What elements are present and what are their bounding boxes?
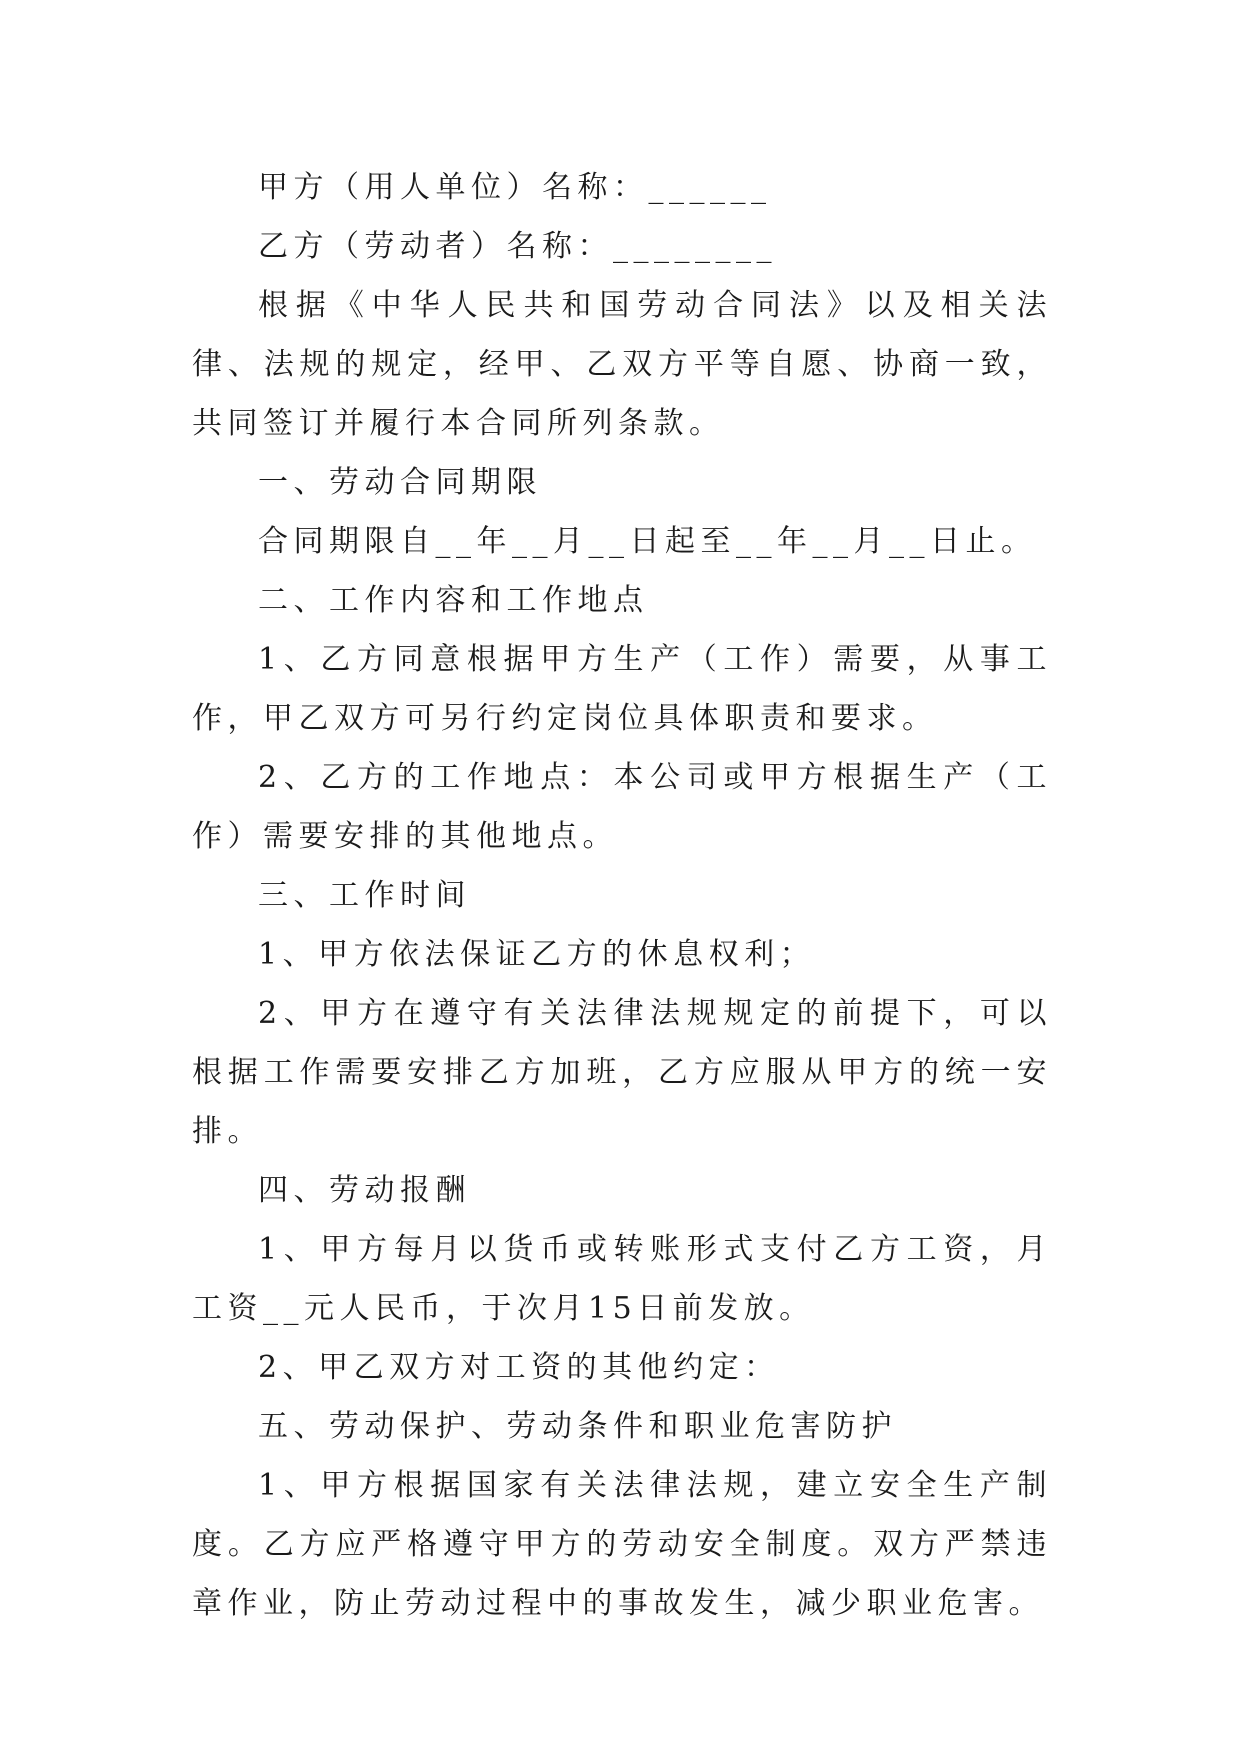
preamble-paragraph: 根据《中华人民共和国劳动合同法》以及相关法律、法规的规定，经甲、乙双方平等自愿、协商一致，共同签订并履行本合同所列条款。 — [192, 288, 1052, 441]
contract-term-paragraph: 合同期限自__年__月__日起至__年__月__日止。 — [258, 524, 1037, 559]
remuneration-clause-2: 2、甲乙双方对工资的其他约定： — [258, 1350, 780, 1385]
labor-protection-clause-1: 1、甲方根据国家有关法律法规，建立安全生产制度。乙方应严格遵守甲方的劳动安全制度。双方严禁违章作业，防止劳动过程中的事故发生，减少职业危害。 — [192, 1468, 1052, 1621]
section-heading-remuneration: 四、劳动报酬 — [258, 1173, 471, 1208]
work-content-clause-1: 1、乙方同意根据甲方生产（工作）需要，从事工作，甲乙双方可另行约定岗位具体职责和要求。 — [192, 642, 1052, 736]
party-a-name-line: 甲方（用人单位）名称：______ — [258, 170, 772, 205]
section-heading-work-content: 二、工作内容和工作地点 — [258, 583, 649, 618]
section-heading-labor-protection: 五、劳动保护、劳动条件和职业危害防护 — [258, 1409, 897, 1444]
document-body — [192, 158, 1052, 1633]
section-heading-contract-term: 一、劳动合同期限 — [258, 465, 542, 500]
section-heading-work-hours: 三、工作时间 — [258, 878, 471, 913]
work-hours-clause-1: 1、甲方依法保证乙方的休息权利； — [258, 937, 816, 972]
party-b-name-line: 乙方（劳动者）名称：________ — [258, 229, 777, 264]
remuneration-clause-1: 1、甲方每月以货币或转账形式支付乙方工资，月工资__元人民币，于次月15日前发放。 — [192, 1232, 1052, 1326]
work-hours-clause-2: 2、甲方在遵守有关法律法规规定的前提下，可以根据工作需要安排乙方加班，乙方应服从甲方的统一安排。 — [192, 996, 1052, 1149]
work-content-clause-2: 2、乙方的工作地点：本公司或甲方根据生产（工作）需要安排的其他地点。 — [192, 760, 1052, 854]
